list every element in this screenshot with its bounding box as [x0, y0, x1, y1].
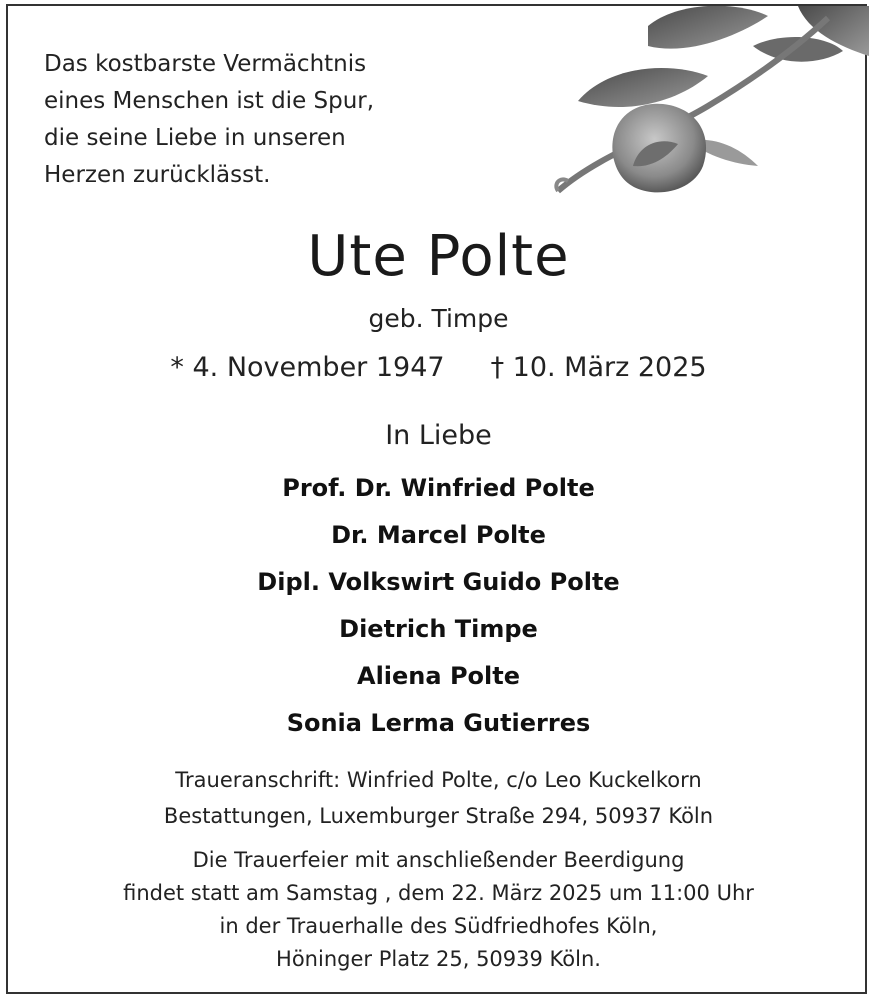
quote-line: eines Menschen ist die Spur, — [44, 88, 375, 114]
mourner-name: Dr. Marcel Polte — [331, 521, 546, 549]
death-date: † 10. März 2025 — [490, 352, 707, 383]
mourner-name: Dietrich Timpe — [339, 615, 538, 643]
quote-line: die seine Liebe in unseren — [44, 125, 346, 151]
address-line: Bestattungen, Luxemburger Straße 294, 50937 Köln — [163, 804, 714, 828]
mourner-name: Prof. Dr. Winfried Polte — [282, 474, 595, 502]
memorial-quote — [44, 46, 374, 194]
rose-illustration — [538, 6, 869, 226]
address-line: Traueranschrift: Winfried Polte, c/o Leo Kuckelkorn — [175, 768, 702, 792]
mourner-name: Dipl. Volkswirt Guido Polte — [257, 568, 620, 596]
funeral-service-info — [8, 844, 869, 976]
deceased-name: Ute Polte — [307, 224, 570, 289]
quote-line: Das kostbarste Vermächtnis — [44, 51, 367, 77]
birth-date: * 4. November 1947 — [170, 352, 445, 383]
quote-line: Herzen zurücklässt. — [44, 162, 271, 188]
mourning-address — [8, 762, 869, 834]
mourners-intro: In Liebe — [385, 420, 492, 451]
maiden-name: geb. Timpe — [368, 304, 509, 333]
service-line: findet statt am Samstag , dem 22. März 2025 um 11:00 Uhr — [123, 881, 754, 905]
rose-leaf — [578, 68, 708, 107]
mourner-name: Sonia Lerma Gutierres — [286, 709, 591, 737]
obituary-frame — [6, 4, 867, 994]
service-line: Die Trauerfeier mit anschließender Beerdigung — [192, 848, 685, 872]
mourner-name: Aliena Polte — [357, 662, 520, 690]
life-dates — [8, 352, 869, 383]
mourners-list — [8, 468, 869, 750]
service-line: in der Trauerhalle des Südfriedhofes Köln, — [219, 914, 658, 938]
service-line: Höninger Platz 25, 50939 Köln. — [276, 947, 601, 971]
rose-leaf — [648, 6, 768, 49]
